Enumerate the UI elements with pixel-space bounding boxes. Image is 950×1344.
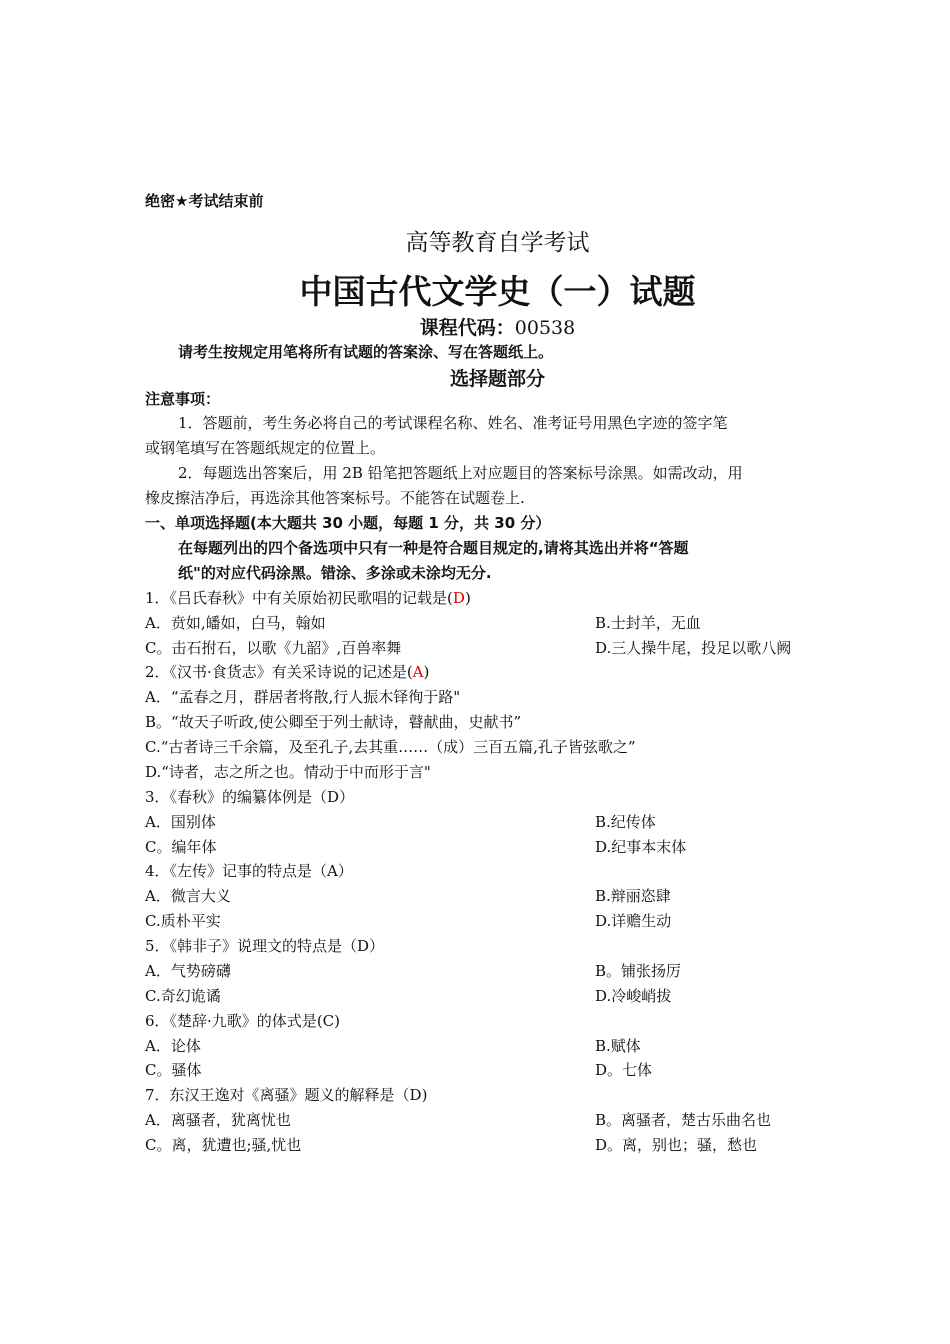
course-code-label: 课程代码： xyxy=(419,317,515,339)
question-2-option-c: C.“古者诗三千余篇，及至孔子,去其重……（成）三百五篇,孔子皆弦歌之” xyxy=(145,738,636,756)
option-c: C。击石拊石，以歌《九韶》,百兽率舞 xyxy=(145,639,402,657)
question-4-options-ab xyxy=(145,886,671,906)
question-3-options-ab xyxy=(145,812,656,832)
option-a: A．论体 xyxy=(145,1037,201,1055)
question-1-stem xyxy=(145,588,471,608)
question-text: 1．《吕氏春秋》中有关原始初民歌唱的记载是( xyxy=(145,589,453,607)
option-b: B。离骚者，楚古乐曲名也 xyxy=(595,1111,772,1129)
question-4-stem: 4．《左传》记事的特点是（A） xyxy=(145,862,353,880)
question-2-option-d: D.“诗者，志之所之也。情动于中而形于言" xyxy=(145,763,431,781)
option-a: A．离骚者，犹离忧也 xyxy=(145,1111,291,1129)
question-answer: D xyxy=(452,589,465,607)
option-b: B.士封羊，无血 xyxy=(595,614,701,632)
close-paren: ) xyxy=(423,663,430,681)
close-paren: ) xyxy=(464,589,471,607)
question-4-options-cd xyxy=(145,911,672,931)
question-6-options-cd xyxy=(145,1060,653,1080)
option-c: C.奇幻诡谲 xyxy=(145,987,221,1005)
question-2-stem xyxy=(145,662,429,682)
question-5-stem: 5．《韩非子》说理文的特点是（D） xyxy=(145,937,385,955)
option-a: A．贲如,皤如，白马，翰如 xyxy=(145,614,326,632)
option-a: A．气势磅礴 xyxy=(145,962,231,980)
option-c: C。编年体 xyxy=(145,838,217,856)
option-c: C。离，犹遭也;骚,忧也 xyxy=(145,1136,302,1154)
option-a: A．微言大义 xyxy=(145,887,231,905)
question-answer: A xyxy=(412,663,424,681)
option-d: D.冷峻峭拔 xyxy=(595,987,672,1005)
question-3-options-cd xyxy=(145,837,687,857)
note-1-line-2: 或钢笔填写在答题纸规定的位置上。 xyxy=(145,439,386,457)
option-d: D。离，别也；骚，愁也 xyxy=(595,1136,758,1154)
option-b: B.赋体 xyxy=(595,1037,641,1055)
question-7-options-cd xyxy=(145,1135,758,1155)
question-7-stem: 7．东汉王逸对《离骚》题义的解释是（D) xyxy=(145,1086,428,1104)
question-5-options-cd xyxy=(145,986,672,1006)
notes-heading: 注意事项： xyxy=(145,390,221,408)
option-a: A．国别体 xyxy=(145,813,216,831)
option-d: D。七体 xyxy=(595,1061,653,1079)
option-d: D.三人操牛尾，投足以歌八阙 xyxy=(595,639,792,657)
instruction-text: 请考生按规定用笔将所有试题的答案涂、写在答题纸上。 xyxy=(178,343,554,361)
course-code: 00538 xyxy=(514,317,576,339)
question-7-options-ab xyxy=(145,1110,772,1130)
question-text: 2．《汉书·食货志》有关采诗说的记述是( xyxy=(145,663,413,681)
note-2-line-1: 2．每题选出答案后，用 2B 铅笔把答题纸上对应题目的答案标号涂黑。如需改动，用 xyxy=(178,464,743,482)
note-1-line-1: 1．答题前，考生务必将自己的考试课程名称、姓名、准考证号用黑色字迹的签字笔 xyxy=(178,414,728,432)
option-c: C.质朴平实 xyxy=(145,912,221,930)
option-d: D.详赡生动 xyxy=(595,912,672,930)
section-title: 选择题部分 xyxy=(449,368,545,390)
course-code-line xyxy=(0,313,950,340)
exam-name: 高等教育自学考试 xyxy=(405,230,590,256)
question-1-options-cd xyxy=(145,638,792,658)
question-2-option-a: A．“孟春之月，群居者将散,行人振木铎徇于路" xyxy=(145,688,461,706)
option-d: D.纪事本末体 xyxy=(595,838,687,856)
note-2-line-2: 橡皮擦洁净后，再选涂其他答案标号。不能答在试题卷上. xyxy=(145,489,525,507)
question-3-stem: 3．《春秋》的编纂体例是（D） xyxy=(145,788,355,806)
confidential-label: 绝密★考试结束前 xyxy=(145,192,264,210)
option-c: C。骚体 xyxy=(145,1061,202,1079)
question-6-options-ab xyxy=(145,1036,641,1056)
part-one-desc-line-1: 在每题列出的四个备选项中只有一种是符合题目规定的,请将其选出并将“答题 xyxy=(178,539,689,557)
question-2-option-b: B。“故天子听政,使公卿至于列士献诗，瞽献曲，史献书” xyxy=(145,713,522,731)
option-b: B.辩丽恣肆 xyxy=(595,887,671,905)
part-one-desc-line-2: 纸"的对应代码涂黑。错涂、多涂或未涂均无分. xyxy=(178,564,492,582)
question-6-stem: 6．《楚辞·九歌》的体式是(C) xyxy=(145,1012,340,1030)
question-1-options-ab xyxy=(145,613,701,633)
option-b: B。铺张扬厉 xyxy=(595,962,682,980)
page-title: 中国古代文学史（一）试题 xyxy=(299,272,696,311)
option-b: B.纪传体 xyxy=(595,813,656,831)
question-5-options-ab xyxy=(145,961,682,981)
part-one-heading: 一、单项选择题(本大题共 30 小题，每题 1 分，共 30 分） xyxy=(145,514,551,532)
